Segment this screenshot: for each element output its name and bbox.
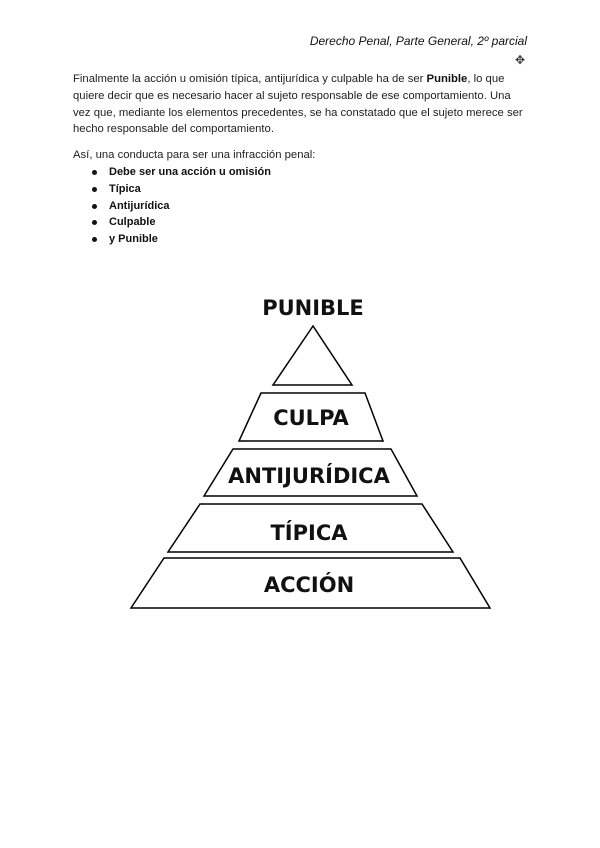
pyramid-top-label: PUNIBLE: [262, 296, 364, 320]
paragraph-text-after: , lo que quiere decir que es necesario hacer al sujeto responsable de ese comportamiento. Una vez que, mediante los elementos precedentes, se ha constatado que el sujeto merece ser hecho responsable del comportamiento.: [73, 73, 523, 136]
pyramid-label-tipica: TÍPICA: [270, 521, 348, 545]
document-header: Derecho Penal, Parte General, 2º parcial: [309, 34, 527, 48]
list-intro: Así, una conducta para ser una infracción penal:: [73, 149, 316, 161]
paragraph-text-before: Finalmente la acción u omisión típica, antijurídica y culpable ha de ser: [73, 73, 427, 85]
list-item: Antijurídica: [88, 198, 271, 215]
paragraph-bold-term: Punible: [426, 73, 468, 85]
list-item: Debe ser una acción u omisión: [88, 164, 271, 181]
move-handle-icon[interactable]: ✥: [514, 53, 525, 67]
pyramid-apex: [273, 326, 352, 385]
pyramid-label-accion: ACCIÓN: [263, 573, 355, 597]
pyramid-label-culpa: CULPA: [273, 406, 349, 430]
list-item: y Punible: [88, 231, 271, 248]
pyramid-label-antijuridica: ANTIJURÍDICA: [228, 464, 390, 488]
list-item: Típica: [88, 181, 271, 198]
list-item: Culpable: [88, 214, 271, 231]
